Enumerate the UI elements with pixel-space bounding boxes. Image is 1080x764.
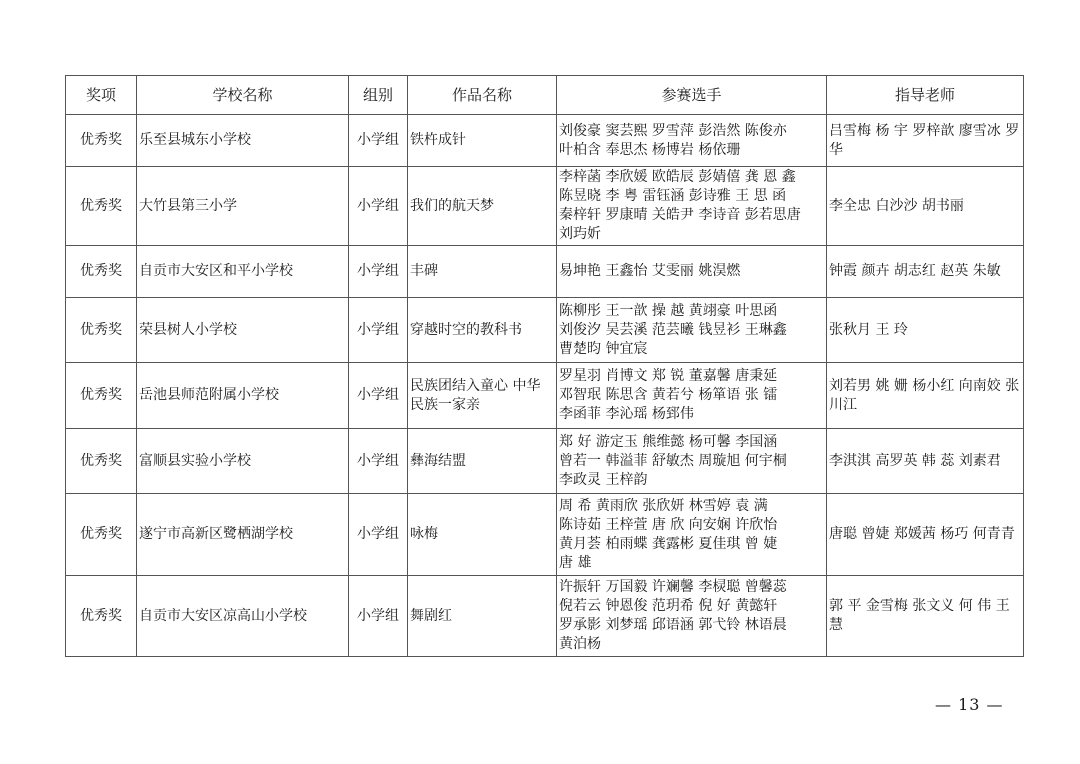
player-line: 叶柏含 奉思杰 杨博岩 杨依珊	[559, 141, 741, 158]
page-number: — 13 —	[935, 695, 1004, 714]
player-line: 周 希 黄雨欣 张欣妍 林雪婷 袁 满	[559, 497, 768, 514]
player-line: 李梓菡 李欣媛 欧皓辰 彭婧僖 龚 恩 鑫	[559, 169, 796, 185]
work-cell: 铁杵成针	[408, 115, 557, 167]
table-row	[66, 115, 1024, 167]
teachers-cell: 张秋月 王 玲	[827, 298, 1024, 363]
award-cell: 优秀奖	[66, 363, 137, 429]
award-cell: 优秀奖	[66, 246, 137, 298]
teachers-cell: 刘若男 姚 姗 杨小红 向南姣 张川江	[827, 363, 1024, 429]
school-cell: 富顺县实验小学校	[137, 429, 349, 494]
header-players: 参赛选手	[557, 76, 827, 115]
header-award: 奖项	[66, 76, 137, 115]
player-line: 许振轩 万国毅 许斓馨 李棂聪 曾馨蕊	[559, 579, 787, 595]
table-row	[66, 246, 1024, 298]
group-cell: 小学组	[349, 429, 408, 494]
player-line: 李政灵 王梓韵	[559, 471, 648, 488]
players-cell	[557, 298, 827, 363]
group-cell: 小学组	[349, 246, 408, 298]
table-row	[66, 494, 1024, 576]
work-cell: 咏梅	[408, 494, 557, 576]
players-cell	[557, 576, 827, 657]
table-row	[66, 429, 1024, 494]
table-row	[66, 167, 1024, 246]
player-line: 黄月荟 柏雨蝶 龚露彬 夏佳琪 曾 婕	[559, 535, 778, 552]
players-cell	[557, 167, 827, 246]
header-teachers: 指导老师	[827, 76, 1024, 115]
teachers-cell: 钟霞 颜卉 胡志红 赵英 朱敏	[827, 246, 1024, 298]
players-cell	[557, 115, 827, 167]
work-cell: 穿越时空的教科书	[408, 298, 557, 363]
players-cell	[557, 429, 827, 494]
work-cell: 彝海结盟	[408, 429, 557, 494]
school-cell: 岳池县师范附属小学校	[137, 363, 349, 429]
players-cell	[557, 494, 827, 576]
player-line: 陈昱晓 李 粤 雷钰涵 彭诗雅 王 思 函	[559, 188, 787, 204]
player-line: 刘俊豪 窦芸熙 罗雪萍 彭浩然 陈俊亦	[559, 122, 787, 139]
awards-table	[65, 75, 1024, 657]
players-cell	[557, 246, 827, 298]
player-line: 罗星羽 肖博文 郑 锐 董嘉馨 唐秉延	[559, 368, 778, 384]
work-cell: 民族团结入童心 中华民族一家亲	[408, 363, 557, 429]
school-cell: 自贡市大安区凉高山小学校	[137, 576, 349, 657]
player-line: 秦梓轩 罗康晴 关皓尹 李诗音 彭若思唐	[559, 207, 801, 223]
school-cell: 自贡市大安区和平小学校	[137, 246, 349, 298]
teachers-cell: 李全忠 白沙沙 胡书丽	[827, 167, 1024, 246]
player-line: 黄泊杨	[559, 636, 601, 652]
player-line: 曹楚昀 钟宜宸	[559, 340, 648, 357]
player-line: 易坤艳 王鑫怡 艾雯丽 姚淏燃	[559, 263, 741, 279]
school-cell: 遂宁市高新区鹭栖湖学校	[137, 494, 349, 576]
award-cell: 优秀奖	[66, 494, 137, 576]
player-line: 罗承影 刘梦瑶 邱语涵 郭弋铃 林语晨	[559, 617, 787, 633]
teachers-cell: 郭 平 金雪梅 张文义 何 伟 王 慧	[827, 576, 1024, 657]
teachers-cell: 唐聪 曾婕 郑媛茜 杨巧 何青青	[827, 494, 1024, 576]
group-cell: 小学组	[349, 494, 408, 576]
player-line: 李函菲 李沁瑶 杨郅伟	[559, 406, 694, 422]
award-cell: 优秀奖	[66, 576, 137, 657]
player-line: 陈柳彤 王一歆 操 越 黄翊豪 叶思函	[559, 302, 778, 319]
player-line: 倪若云 钟恩俊 范玥希 倪 好 黄懿轩	[559, 598, 778, 614]
header-school: 学校名称	[137, 76, 349, 115]
teachers-cell: 李淇淇 高罗英 韩 蕊 刘素君	[827, 429, 1024, 494]
player-line: 刘俊汐 吴芸溪 范芸曦 钱昱衫 王琳鑫	[559, 321, 787, 338]
table-row	[66, 298, 1024, 363]
group-cell: 小学组	[349, 167, 408, 246]
player-line: 陈诗茹 王梓萱 唐 欣 向安娴 许欣怡	[559, 516, 778, 533]
table-row	[66, 363, 1024, 429]
table-row	[66, 576, 1024, 657]
work-cell: 我们的航天梦	[408, 167, 557, 246]
school-cell: 荣县树人小学校	[137, 298, 349, 363]
award-cell: 优秀奖	[66, 115, 137, 167]
table-header-row	[66, 76, 1024, 115]
player-line: 邓智珉 陈思含 黄若兮 杨箪语 张 镭	[559, 387, 778, 403]
award-cell: 优秀奖	[66, 429, 137, 494]
group-cell: 小学组	[349, 115, 408, 167]
group-cell: 小学组	[349, 363, 408, 429]
player-line: 曾若一 韩溢菲 舒敏杰 周璇旭 何宇桐	[559, 452, 787, 469]
header-group: 组别	[349, 76, 408, 115]
player-line: 刘玙妡	[559, 226, 601, 242]
award-cell: 优秀奖	[66, 167, 137, 246]
group-cell: 小学组	[349, 298, 408, 363]
players-cell	[557, 363, 827, 429]
group-cell: 小学组	[349, 576, 408, 657]
header-work: 作品名称	[408, 76, 557, 115]
school-cell: 大竹县第三小学	[137, 167, 349, 246]
award-cell: 优秀奖	[66, 298, 137, 363]
work-cell: 舞剧红	[408, 576, 557, 657]
teachers-cell: 吕雪梅 杨 宇 罗梓歆 廖雪冰 罗华	[827, 115, 1024, 167]
player-line: 郑 好 游定玉 熊维懿 杨可馨 李国涵	[559, 433, 778, 450]
player-line: 唐 雄	[559, 554, 592, 571]
work-cell: 丰碑	[408, 246, 557, 298]
school-cell: 乐至县城东小学校	[137, 115, 349, 167]
